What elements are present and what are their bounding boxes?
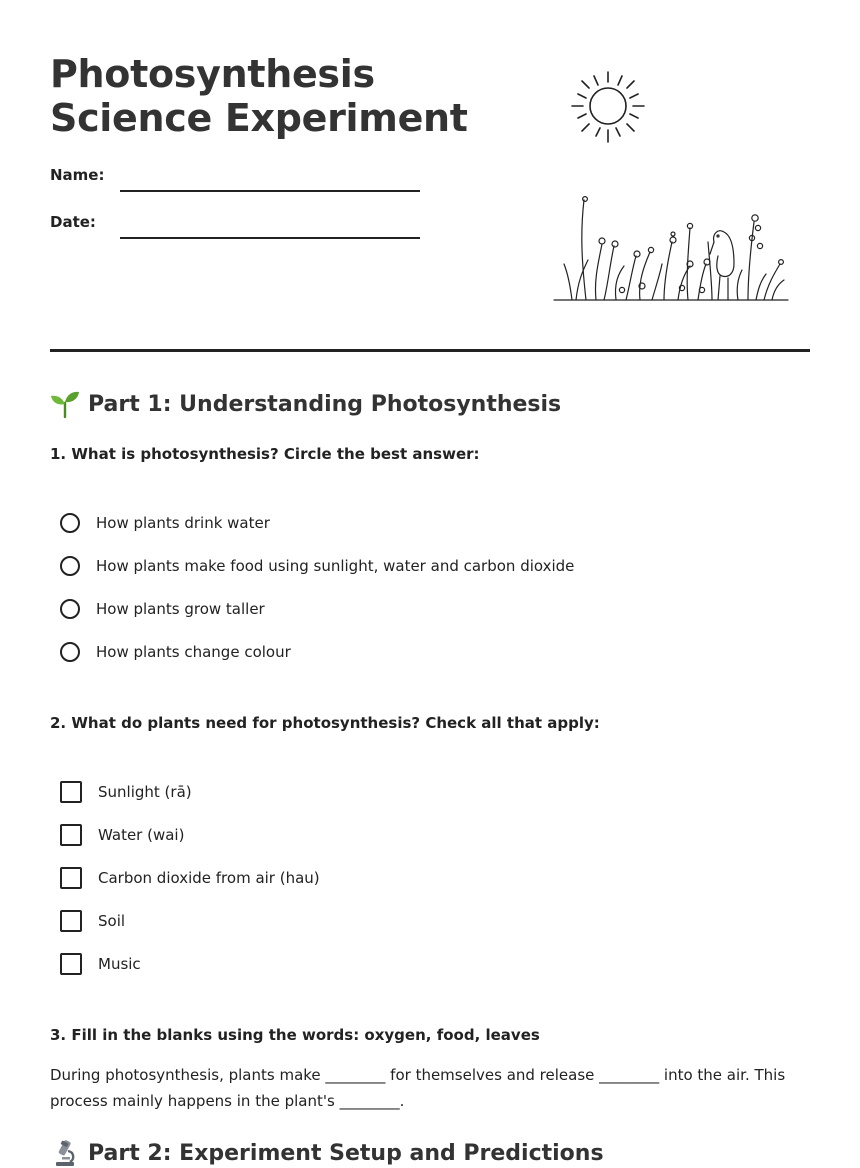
option-label: Sunlight (rā) (98, 783, 192, 801)
q1-option-3[interactable] (60, 596, 265, 622)
q2-option-4[interactable] (60, 908, 125, 934)
q2-option-3[interactable] (60, 865, 320, 891)
page-title: Photosynthesis Science Experiment (50, 52, 468, 140)
part1-heading (50, 389, 561, 419)
sun-icon (570, 68, 646, 144)
radio-circle-icon[interactable] (60, 556, 80, 576)
radio-circle-icon[interactable] (60, 599, 80, 619)
q2-option-1[interactable] (60, 779, 192, 805)
date-field-row (50, 213, 430, 243)
option-label: How plants change colour (96, 643, 291, 661)
date-label: Date: (50, 213, 96, 231)
date-input-line[interactable] (120, 227, 420, 239)
checkbox-icon[interactable] (60, 910, 82, 932)
meadow-illustration-icon (552, 194, 792, 306)
seedling-icon (50, 389, 80, 419)
checkbox-icon[interactable] (60, 867, 82, 889)
checkbox-icon[interactable] (60, 953, 82, 975)
part2-heading-text: Part 2: Experiment Setup and Predictions (88, 1140, 604, 1166)
part1-heading-text: Part 1: Understanding Photosynthesis (88, 391, 562, 417)
q1-option-4[interactable] (60, 639, 291, 665)
option-label: How plants grow taller (96, 600, 265, 618)
option-label: Music (98, 955, 141, 973)
option-label: How plants drink water (96, 514, 270, 532)
option-label: Water (wai) (98, 826, 185, 844)
name-label: Name: (50, 166, 105, 184)
question-1: 1. What is photosynthesis? Circle the best answer: (50, 445, 480, 463)
checkbox-icon[interactable] (60, 824, 82, 846)
header-divider (50, 349, 810, 352)
option-label: How plants make food using sunlight, water and carbon dioxide (96, 557, 575, 575)
microscope-icon (50, 1138, 80, 1168)
fill-in-paragraph: During photosynthesis, plants make ________ for themselves and release ________ into the air. This process mainly happens in the plant's ________. (50, 1066, 786, 1110)
name-input-line[interactable] (120, 180, 420, 192)
question-2: 2. What do plants need for photosynthesis? Check all that apply: (50, 714, 600, 732)
question-3: 3. Fill in the blanks using the words: oxygen, food, leaves (50, 1026, 540, 1044)
checkbox-icon[interactable] (60, 781, 82, 803)
name-field-row (50, 166, 430, 196)
option-label: Carbon dioxide from air (hau) (98, 869, 320, 887)
radio-circle-icon[interactable] (60, 513, 80, 533)
option-label: Soil (98, 912, 126, 930)
q1-option-1[interactable] (60, 510, 270, 536)
radio-circle-icon[interactable] (60, 642, 80, 662)
q2-option-5[interactable] (60, 951, 141, 977)
q1-option-2[interactable] (60, 553, 574, 579)
part2-heading (50, 1138, 604, 1168)
q2-option-2[interactable] (60, 822, 184, 848)
